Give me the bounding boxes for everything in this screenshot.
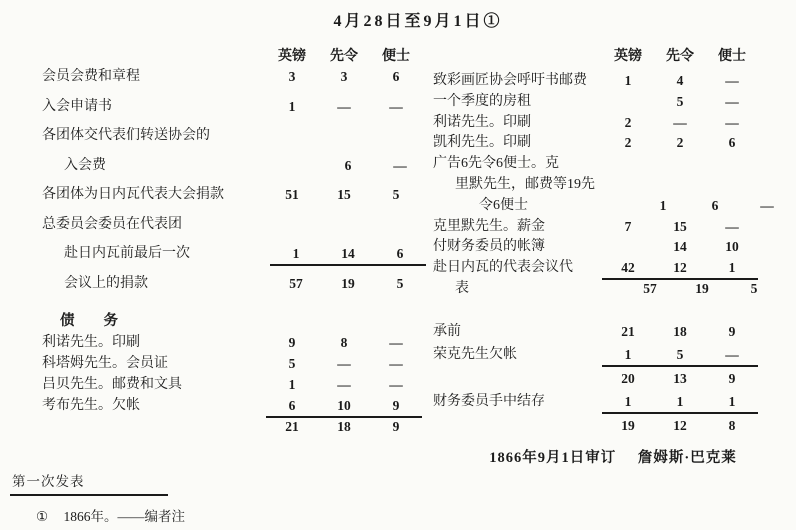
ledger-row-values bbox=[266, 397, 422, 418]
ledger-row-label: 财务委员手中结存 bbox=[433, 394, 545, 410]
ledger-cell: 57 bbox=[289, 275, 303, 291]
ledger-cell: — bbox=[389, 356, 403, 371]
ledger-cell: 1 bbox=[624, 394, 632, 410]
ledger-cell: 2 bbox=[676, 135, 684, 151]
ledger-right-top bbox=[433, 48, 793, 301]
ledger-cell: 5 bbox=[676, 347, 684, 363]
ledger-cell bbox=[676, 176, 728, 195]
ledger-cell: 12 bbox=[673, 417, 687, 433]
ledger-row bbox=[433, 176, 793, 197]
ledger-row-label: 表 bbox=[455, 280, 469, 296]
ledger-right-header-values bbox=[602, 48, 758, 67]
ledger-row-label: 总委员会委员在代表团 bbox=[42, 216, 182, 232]
ledger-cell: 15 bbox=[337, 187, 351, 202]
ledger-row bbox=[433, 114, 793, 135]
ledger-cell: — bbox=[673, 114, 687, 130]
ledger-left-header-row bbox=[42, 48, 426, 68]
ledger-cell: 9 bbox=[728, 370, 736, 386]
first-published-note: 第一次发表 bbox=[12, 474, 85, 489]
ledger-cell: 19 bbox=[695, 280, 709, 296]
ledger-cell: 5 bbox=[396, 275, 404, 291]
ledger-row-label: 吕贝先生。邮费和文具 bbox=[42, 377, 182, 392]
ledger-cell: 1 bbox=[728, 260, 736, 276]
ledger-row bbox=[433, 197, 793, 218]
ledger-cell bbox=[654, 155, 706, 174]
ledger-cell: — bbox=[389, 335, 403, 350]
ledger-cell: 5 bbox=[750, 280, 758, 296]
ledger-cell: — bbox=[337, 377, 351, 392]
ledger-row-label: 考布先生。欠帐 bbox=[42, 398, 140, 413]
ledger-cell bbox=[318, 127, 370, 146]
ledger-cell: 14 bbox=[673, 239, 687, 255]
ledger-cell: 9 bbox=[728, 323, 736, 339]
ledger-cell: 6 bbox=[288, 398, 296, 413]
ledger-cell: 5 bbox=[288, 356, 296, 371]
ledger-row-label: 入会费 bbox=[64, 157, 106, 173]
ledger-row-values bbox=[637, 197, 793, 216]
ledger-row bbox=[42, 186, 426, 216]
ledger-row-label: 利诺先生。印刷 bbox=[433, 114, 531, 130]
ledger-cell: 8 bbox=[728, 417, 736, 433]
ledger-cell: — bbox=[393, 157, 407, 173]
column-header-shillings: 先令 bbox=[330, 49, 358, 64]
column-header-pounds: 英镑 bbox=[614, 49, 642, 64]
ledger-cell bbox=[624, 176, 676, 195]
ledger-row-label: 赴日内瓦前最后一次 bbox=[64, 246, 190, 261]
footnote-text: 1866年。——编者注 bbox=[63, 509, 185, 524]
ledger-row-values bbox=[602, 134, 758, 153]
ledger-cell: 6 bbox=[344, 157, 352, 173]
ledger-row-label: 克里默先生。薪金 bbox=[433, 218, 545, 234]
ledger-row bbox=[433, 417, 793, 441]
ledger-row-label: 科塔姆先生。会员证 bbox=[42, 356, 168, 371]
ledger-row bbox=[433, 218, 793, 239]
ledger-row bbox=[42, 275, 426, 305]
ledger-row-values bbox=[266, 68, 422, 87]
ledger-row-values bbox=[266, 127, 422, 146]
ledger-cell bbox=[266, 127, 318, 146]
ledger-cell: 1 bbox=[292, 246, 300, 261]
ledger-row-values bbox=[602, 72, 758, 91]
column-header-shillings: 先令 bbox=[666, 49, 694, 64]
ledger-row-label: 致彩画匠协会呼吁书邮费 bbox=[433, 73, 587, 88]
ledger-cell: 1 bbox=[624, 347, 632, 363]
ledger-row-label: 凯利先生。印刷 bbox=[433, 135, 531, 151]
ledger-row bbox=[433, 280, 793, 301]
signature-date: 1866年9月1日审订 bbox=[489, 450, 617, 466]
ledger-cell: 3 bbox=[340, 69, 348, 84]
ledger-row bbox=[42, 245, 426, 275]
ledger-cell: 21 bbox=[285, 419, 299, 434]
ledger-cell: 18 bbox=[337, 419, 351, 434]
ledger-cell: — bbox=[725, 93, 739, 109]
ledger-cell: — bbox=[389, 98, 403, 114]
ledger-right-header-row bbox=[433, 48, 793, 72]
ledger-row-values bbox=[624, 280, 780, 299]
ledger-row-values bbox=[602, 155, 758, 174]
ledger-cell: 6 bbox=[728, 135, 736, 151]
ledger-row-values bbox=[270, 275, 426, 294]
ledger-row bbox=[433, 72, 793, 93]
ledger-row bbox=[433, 134, 793, 155]
ledger-cell: 9 bbox=[392, 398, 400, 413]
ledger-row bbox=[42, 127, 426, 157]
ledger-cell: — bbox=[725, 218, 739, 234]
ledger-cell: 6 bbox=[396, 246, 404, 261]
ledger-row bbox=[433, 393, 793, 417]
ledger-row-label: 令6便士 bbox=[479, 197, 528, 213]
ledger-cell: 9 bbox=[288, 335, 296, 350]
ledger-cell: 8 bbox=[340, 335, 348, 350]
ledger-cell: 1 bbox=[728, 394, 736, 410]
ledger-row-label: 入会申请书 bbox=[42, 98, 112, 114]
ledger-cell bbox=[602, 155, 654, 174]
ledger-row-label: 各团体交代表们转送协会的 bbox=[42, 128, 210, 143]
ledger-cell: 1 bbox=[288, 98, 296, 114]
ledger-cell: 5 bbox=[676, 93, 684, 109]
ledger-row-label: 荣克先生欠帐 bbox=[433, 347, 517, 363]
ledger-cell: 21 bbox=[621, 323, 635, 339]
ledger-cell: 14 bbox=[341, 246, 355, 261]
ledger-row-values bbox=[602, 370, 758, 389]
ledger-row-values bbox=[602, 218, 758, 237]
ledger-row-values bbox=[602, 238, 758, 257]
ledger-cell bbox=[270, 157, 322, 176]
ledger-row bbox=[433, 238, 793, 259]
ledger-cell: 1 bbox=[659, 197, 667, 213]
ledger-left bbox=[42, 48, 426, 439]
ledger-row-values bbox=[266, 418, 422, 437]
ledger-cell: 6 bbox=[711, 197, 719, 213]
ledger-row-values bbox=[624, 176, 780, 195]
ledger-cell: 1 bbox=[288, 377, 296, 392]
ledger-row bbox=[42, 68, 426, 98]
ledger-cell: — bbox=[337, 356, 351, 371]
ledger-row bbox=[42, 216, 426, 246]
ledger-row-values bbox=[602, 346, 758, 367]
editor-footnote bbox=[36, 505, 185, 525]
signature-line bbox=[433, 446, 793, 467]
ledger-cell bbox=[370, 216, 422, 235]
ledger-row-values bbox=[602, 393, 758, 414]
ledger-cell: 57 bbox=[643, 280, 657, 296]
ledger-cell: 10 bbox=[725, 239, 739, 255]
ledger-row-values bbox=[602, 417, 758, 436]
ledger-cell: 3 bbox=[288, 69, 296, 84]
ledger-cell: 2 bbox=[624, 135, 632, 151]
ledger-cell bbox=[266, 216, 318, 235]
ledger-row-values bbox=[602, 114, 758, 133]
ledger-row bbox=[42, 98, 426, 128]
ledger-cell: 9 bbox=[392, 419, 400, 434]
ledger-row-values bbox=[602, 323, 758, 342]
ledger-row bbox=[433, 323, 793, 347]
ledger-cell: 51 bbox=[285, 187, 299, 202]
ledger-left-main bbox=[42, 48, 426, 304]
ledger-cell: 1 bbox=[624, 73, 632, 88]
ledger-cell: 10 bbox=[337, 398, 351, 413]
ledger-cell bbox=[728, 176, 780, 195]
ledger-row bbox=[42, 376, 426, 397]
ledger-row bbox=[42, 355, 426, 376]
ledger-row bbox=[433, 93, 793, 114]
ledger-row-label: 赴日内瓦的代表会议代 bbox=[433, 260, 573, 276]
ledger-cell: — bbox=[725, 114, 739, 130]
ledger-row bbox=[433, 370, 793, 394]
ledger-row-label: 承前 bbox=[433, 323, 461, 339]
ledger-cell bbox=[370, 127, 422, 146]
ledger-cell: — bbox=[725, 347, 739, 363]
ledger-row-label: 付财务委员的帐簿 bbox=[433, 239, 545, 255]
ledger-row-label: 利诺先生。印刷 bbox=[42, 335, 140, 350]
ledger-row-label: 各团体为日内瓦代表大会捐款 bbox=[42, 187, 224, 202]
ledger-row-label: 里默先生，邮费等19先 bbox=[455, 176, 595, 192]
signature-name: 詹姆斯·巴克莱 bbox=[637, 450, 737, 466]
ledger-row bbox=[42, 334, 426, 355]
ledger-row-values bbox=[602, 93, 758, 112]
debts-section-title: 债 务 bbox=[60, 313, 118, 329]
column-header-pounds: 英镑 bbox=[278, 49, 306, 64]
ledger-row-label: 广告6先令6便士。克 bbox=[433, 156, 559, 172]
ledger-row-values bbox=[266, 355, 422, 374]
ledger-cell: 7 bbox=[624, 218, 632, 234]
ledger-cell bbox=[602, 238, 654, 257]
ledger-right-bottom bbox=[433, 323, 793, 441]
ledger-left-header-values bbox=[266, 48, 422, 67]
ledger-row-values bbox=[266, 376, 422, 395]
ledger-row-label: 会员会费和章程 bbox=[42, 69, 140, 84]
ledger-row-values bbox=[266, 186, 422, 205]
ledger-row bbox=[42, 397, 426, 418]
ledger-row bbox=[42, 157, 426, 187]
ledger-row-values bbox=[270, 157, 426, 176]
ledger-cell: 5 bbox=[392, 187, 400, 202]
ledger-cell: 12 bbox=[673, 260, 687, 276]
ledger-row-values bbox=[266, 216, 422, 235]
ledger-row-values bbox=[266, 334, 422, 353]
ledger-cell: 42 bbox=[621, 260, 635, 276]
ledger-cell: 18 bbox=[673, 323, 687, 339]
ledger-row-values bbox=[266, 98, 422, 117]
ledger-cell bbox=[602, 93, 654, 112]
ledger-left-debts bbox=[42, 334, 426, 439]
ledger-row-values bbox=[602, 259, 758, 280]
footnote-divider bbox=[10, 494, 168, 496]
ledger-cell: 19 bbox=[621, 417, 635, 433]
ledger-cell: 1 bbox=[676, 394, 684, 410]
column-header-pence: 便士 bbox=[718, 49, 746, 64]
ledger-cell: 15 bbox=[673, 218, 687, 234]
ledger-cell: 19 bbox=[341, 275, 355, 291]
footnote-marker: ① bbox=[36, 509, 49, 524]
column-header-pence: 便士 bbox=[382, 49, 410, 64]
ledger-row bbox=[433, 259, 793, 280]
page-title: 4月28日至9月1日① bbox=[333, 13, 503, 30]
ledger-cell: — bbox=[760, 197, 774, 213]
ledger-right bbox=[433, 48, 793, 440]
ledger-cell bbox=[318, 216, 370, 235]
ledger-cell: — bbox=[389, 377, 403, 392]
ledger-row bbox=[433, 346, 793, 370]
ledger-cell: 2 bbox=[624, 114, 632, 130]
ledger-row bbox=[433, 155, 793, 176]
ledger-row-values bbox=[270, 245, 426, 266]
ledger-cell: — bbox=[337, 98, 351, 114]
ledger-cell: 6 bbox=[392, 69, 400, 84]
ledger-cell: 20 bbox=[621, 370, 635, 386]
ledger-row-label: 会议上的捐款 bbox=[64, 275, 148, 291]
ledger-row bbox=[42, 418, 426, 439]
ledger-cell bbox=[706, 155, 758, 174]
ledger-cell: 13 bbox=[673, 370, 687, 386]
ledger-cell: — bbox=[725, 73, 739, 88]
ledger-cell: 4 bbox=[676, 73, 684, 88]
ledger-row-label: 一个季度的房租 bbox=[433, 93, 531, 109]
